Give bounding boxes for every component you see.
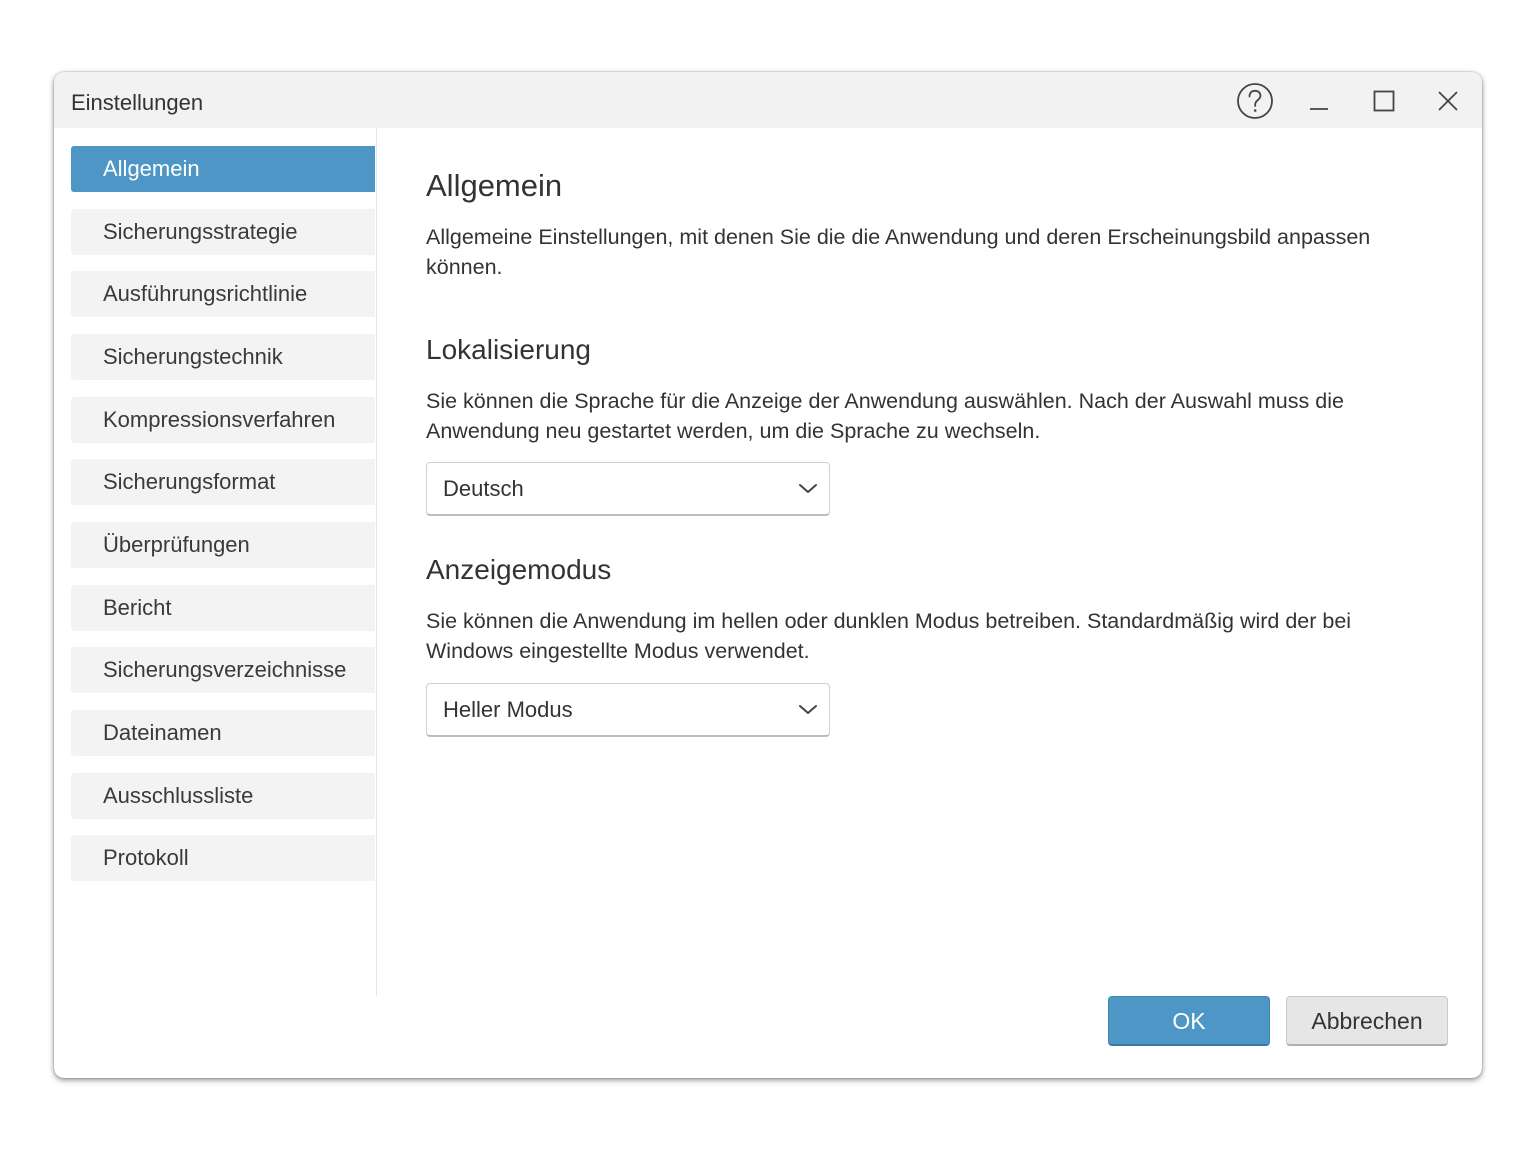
cancel-button[interactable]: Abbrechen	[1286, 996, 1448, 1046]
sidebar-item-sicherungsverzeichnisse[interactable]: Sicherungsverzeichnisse	[71, 647, 375, 693]
settings-window	[54, 72, 1482, 1078]
minimize-icon	[1307, 89, 1331, 113]
chevron-down-icon	[797, 480, 819, 498]
page-title: Allgemein	[426, 168, 563, 203]
display-mode-heading: Anzeigemodus	[426, 554, 612, 585]
sidebar-item-protokoll[interactable]: Protokoll	[71, 835, 375, 881]
sidebar-item-sicherungsstrategie[interactable]: Sicherungsstrategie	[71, 209, 375, 255]
close-button[interactable]	[1423, 80, 1473, 122]
maximize-icon	[1372, 89, 1396, 113]
localization-heading: Lokalisierung	[426, 334, 591, 365]
ok-button[interactable]: OK	[1108, 996, 1270, 1046]
window-title: Einstellungen	[71, 90, 204, 115]
language-select[interactable]	[426, 462, 830, 516]
display-mode-select-value: Heller Modus	[443, 697, 573, 722]
chevron-down-icon	[797, 701, 819, 719]
sidebar-item-ausschlussliste[interactable]: Ausschlussliste	[71, 773, 375, 819]
localization-description: Sie können die Sprache für die Anzeige der Anwendung auswählen. Nach der Auswahl muss die Anwendung neu gestartet werden, um die Sprache zu wechseln.	[426, 389, 1344, 443]
language-select-value: Deutsch	[443, 476, 524, 501]
title-bar[interactable]	[54, 72, 1482, 128]
question-circle-icon	[1235, 81, 1275, 121]
sidebar-item-allgemein[interactable]: Allgemein	[71, 146, 375, 192]
help-button[interactable]	[1230, 80, 1280, 122]
settings-nav-sidebar	[54, 128, 377, 996]
page-description: Allgemeine Einstellungen, mit denen Sie die die Anwendung und deren Erscheinungsbild anpassen können.	[426, 225, 1371, 279]
close-icon	[1436, 89, 1460, 113]
sidebar-item-kompressionsverfahren[interactable]: Kompressionsverfahren	[71, 397, 375, 443]
minimize-button[interactable]	[1294, 80, 1344, 122]
sidebar-item-ausfuehrungsrichtlinie[interactable]: Ausführungsrichtlinie	[71, 271, 375, 317]
display-mode-select[interactable]	[426, 683, 830, 737]
sidebar-item-sicherungstechnik[interactable]: Sicherungstechnik	[71, 334, 375, 380]
sidebar-item-sicherungsformat[interactable]: Sicherungsformat	[71, 459, 375, 505]
sidebar-item-ueberpruefungen[interactable]: Überprüfungen	[71, 522, 375, 568]
sidebar-item-bericht[interactable]: Bericht	[71, 585, 375, 631]
display-mode-description: Sie können die Anwendung im hellen oder dunklen Modus betreiben. Standardmäßig wird der bei Windows eingestellte Modus verwendet.	[426, 609, 1352, 663]
maximize-button[interactable]	[1359, 80, 1409, 122]
sidebar-item-dateinamen[interactable]: Dateinamen	[71, 710, 375, 756]
